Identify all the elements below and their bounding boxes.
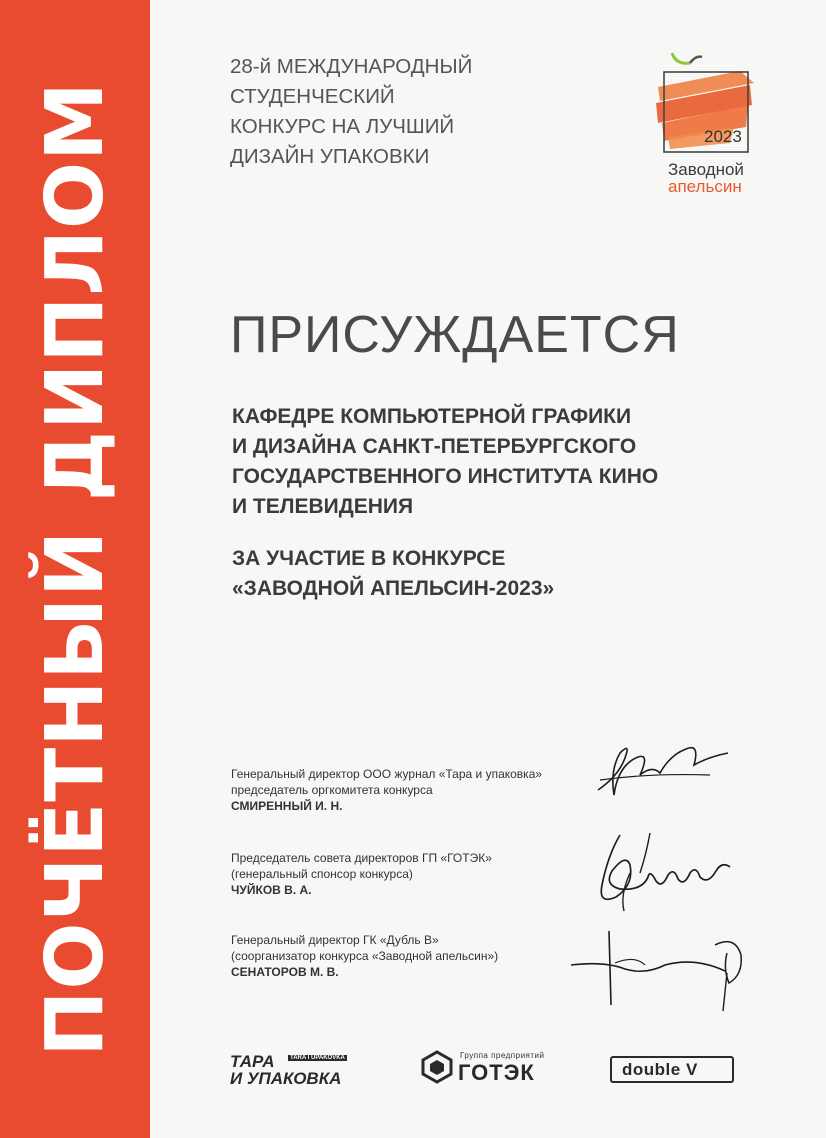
signatory-position: Председатель совета директоров ГП «ГОТЭК» <box>231 851 492 865</box>
recipient-line: И ДИЗАЙНА САНКТ-ПЕТЕРБУРГСКОГО <box>232 435 637 458</box>
contest-logo <box>650 45 762 195</box>
logo-year: 2023 <box>704 127 742 146</box>
award-reason <box>232 544 554 604</box>
signatory-1 <box>231 766 542 814</box>
signatory-3 <box>231 932 498 980</box>
contest-title-line: ДИЗАЙН УПАКОВКИ <box>230 145 430 168</box>
signatory-position: Генеральный директор ГК «Дубль В» <box>231 933 439 947</box>
signatory-role: председатель оргкомитета конкурса <box>231 783 433 797</box>
contest-title-line: 28-й МЕЖДУНАРОДНЫЙ <box>230 55 473 78</box>
signatory-name: ЧУЙКОВ В. А. <box>231 883 312 897</box>
gotek-emblem-icon <box>420 1050 454 1084</box>
awarded-heading: ПРИСУЖДАЕТСЯ <box>230 306 680 364</box>
reason-line: ЗА УЧАСТИЕ В КОНКУРСЕ <box>232 547 506 570</box>
gotek-caption: Группа предприятий <box>460 1051 545 1060</box>
signatory-role: (генеральный спонсор конкурса) <box>231 867 413 881</box>
recipient-line: ГОСУДАРСТВЕННОГО ИНСТИТУТА КИНО <box>232 465 659 488</box>
sponsor-gotek-logo <box>420 1050 550 1086</box>
reason-line: «ЗАВОДНОЙ АПЕЛЬСИН-2023» <box>232 577 555 600</box>
logo-name-line1: Заводной <box>668 160 744 179</box>
logo-name-line2: апельсин <box>668 177 742 196</box>
signatory-name: СМИРЕННЫЙ И. Н. <box>231 799 343 813</box>
signatory-position: Генеральный директор ООО журнал «Тара и упаковка» <box>231 767 543 781</box>
signatory-name: СЕНАТОРОВ М. В. <box>231 965 339 979</box>
tara-logo-tag: TARA I UPAKOVKA <box>290 1055 345 1061</box>
sponsor-doublev-logo <box>610 1056 734 1083</box>
logo-name <box>668 161 744 195</box>
sponsor-tara-logo <box>230 1052 360 1088</box>
doublev-name: double V <box>622 1060 698 1079</box>
signature-2-icon <box>590 825 750 915</box>
recipient-line: КАФЕДРЕ КОМПЬЮТЕРНОЙ ГРАФИКИ <box>232 405 632 428</box>
tara-logo-line2: И УПАКОВКА <box>230 1069 342 1088</box>
recipient <box>232 402 658 522</box>
signature-3-icon <box>565 925 755 1015</box>
signatory-2 <box>231 850 492 898</box>
contest-title-line: СТУДЕНЧЕСКИЙ <box>230 85 395 108</box>
signatory-role: (соорганизатор конкурса «Заводной апельсин») <box>231 949 499 963</box>
contest-title-line: КОНКУРС НА ЛУЧШИЙ <box>230 115 455 138</box>
contest-title <box>230 52 530 172</box>
tara-logo-line1: ТАРА <box>230 1052 275 1071</box>
signature-1-icon <box>590 735 740 805</box>
gotek-name: ГОТЭК <box>458 1060 535 1085</box>
side-banner <box>0 0 150 1138</box>
side-banner-title: ПОЧЁТНЫЙ ДИПЛОМ <box>29 81 121 1057</box>
recipient-line: И ТЕЛЕВИДЕНИЯ <box>232 495 414 518</box>
